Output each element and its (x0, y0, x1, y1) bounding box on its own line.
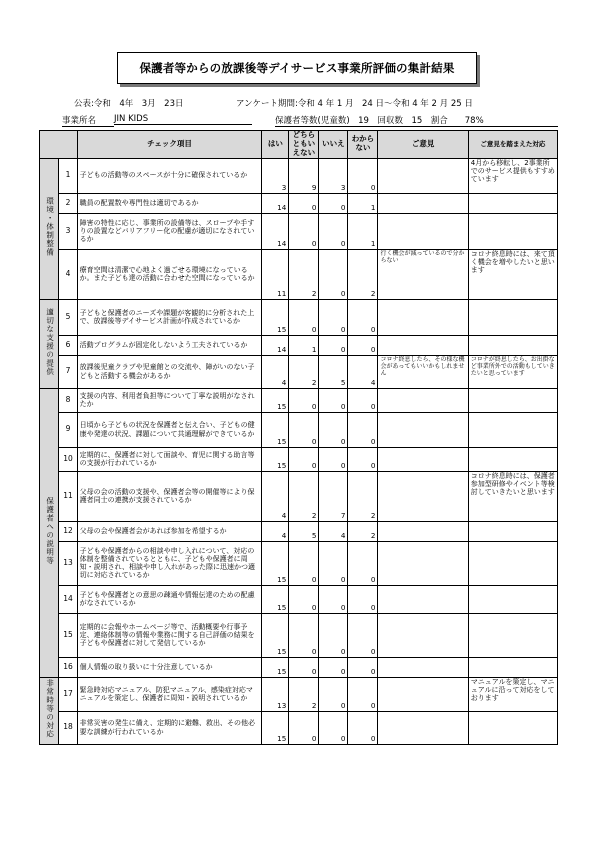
check-item-text: 支援の内容、利用者負担等について丁寧な説明がなされたか (77, 388, 262, 412)
row-number: 5 (59, 299, 77, 335)
check-item-text: 定期的に、保護者に対して面談や、育児に関する助言等の支援が行われているか (77, 447, 262, 471)
row-number: 14 (59, 585, 77, 613)
table-row (40, 521, 558, 541)
count-yes: 15 (262, 657, 289, 677)
count-no: 0 (319, 388, 348, 412)
count-unknown: 0 (348, 541, 378, 585)
row-number: 16 (59, 657, 77, 677)
opinion-text (378, 521, 468, 541)
opinion-text (378, 193, 468, 213)
response-text: コロナが終息したら、お出掛など事業所外での活動もしていきたいと思っています (468, 355, 557, 388)
count-yes: 15 (262, 299, 289, 335)
count-either: 9 (289, 158, 319, 193)
count-no: 0 (319, 585, 348, 613)
header-blank (40, 131, 78, 159)
check-item-text: 障害の特性に応じ、事業所の設備等は、スロープや手すりの設置などバリアフリー化の配慮が適切になされているか (77, 213, 262, 249)
count-no: 0 (319, 213, 348, 249)
count-no: 4 (319, 521, 348, 541)
table-row (40, 193, 558, 213)
evaluation-table (39, 130, 558, 745)
response-text (468, 335, 557, 355)
count-yes: 15 (262, 388, 289, 412)
count-yes: 14 (262, 193, 289, 213)
count-either: 0 (289, 299, 319, 335)
check-item-text: 緊急時対応マニュアル、防犯マニュアル、感染症対応マニュアルを策定し、保護者に周知・説明されているか (77, 677, 262, 711)
check-item-text: 個人情報の取り扱いに十分注意しているか (77, 657, 262, 677)
opinion-text (378, 585, 468, 613)
header-unknown: わからない (348, 131, 378, 159)
header-response: ご意見を踏まえた対応 (468, 131, 557, 159)
count-no: 0 (319, 299, 348, 335)
count-either: 0 (289, 613, 319, 657)
response-text (468, 388, 557, 412)
count-unknown: 0 (348, 388, 378, 412)
category-cell (40, 299, 59, 388)
table-row (40, 541, 558, 585)
count-either: 0 (289, 412, 319, 447)
table-row (40, 355, 558, 388)
table-row (40, 388, 558, 412)
count-yes: 15 (262, 447, 289, 471)
category-cell (40, 388, 59, 677)
count-no: 0 (319, 657, 348, 677)
count-either: 0 (289, 711, 319, 744)
check-item-text: 子どもと保護者のニーズや課題が客観的に分析された上で、放課後等デイサービス計画が作成されているか (77, 299, 262, 335)
count-either: 2 (289, 249, 319, 299)
count-unknown: 4 (348, 355, 378, 388)
count-no: 0 (319, 193, 348, 213)
table-row (40, 471, 558, 521)
row-number: 11 (59, 471, 77, 521)
count-unknown: 0 (348, 299, 378, 335)
count-either: 0 (289, 213, 319, 249)
count-yes: 3 (262, 158, 289, 193)
response-text (468, 412, 557, 447)
category-label: 適切な支援の提供 (45, 308, 55, 377)
count-unknown: 0 (348, 412, 378, 447)
survey-period: アンケート期間:令和 4 年 1 月 24 日～令和 4 年 2 月 25 日 (236, 99, 473, 109)
count-either: 0 (289, 585, 319, 613)
category-label: 環境・体制整備 (45, 197, 55, 257)
table-row (40, 158, 558, 193)
opinion-text (378, 412, 468, 447)
response-text: マニュアルを策定し、マニュアルに沿って対応をしております (468, 677, 557, 711)
count-no: 0 (319, 249, 348, 299)
response-text (468, 711, 557, 744)
response-text (468, 213, 557, 249)
count-either: 0 (289, 193, 319, 213)
response-text (468, 447, 557, 471)
row-number: 6 (59, 335, 77, 355)
table-row (40, 677, 558, 711)
check-item-text: 非常災害の発生に備え、定期的に避難、救出、その他必要な訓練が行われているか (77, 711, 262, 744)
row-number: 9 (59, 412, 77, 447)
check-item-text: 子どもや保護者からの相談や申し入れについて、対応の体制を整備されているとともに、子どもや保護者に周知・説明され、相談や申し入れがあった際に迅速かつ適切に対応されているか (77, 541, 262, 585)
opinion-text (378, 213, 468, 249)
opinion-text (378, 471, 468, 521)
count-either: 0 (289, 447, 319, 471)
count-no: 0 (319, 711, 348, 744)
category-cell (40, 158, 59, 299)
count-no: 0 (319, 613, 348, 657)
count-either: 2 (289, 677, 319, 711)
opinion-text (378, 299, 468, 335)
category-cell (40, 677, 59, 744)
category-label: 非常時等の対応 (45, 679, 55, 739)
header-check-item: チェック項目 (77, 131, 262, 159)
count-either: 2 (289, 355, 319, 388)
count-yes: 15 (262, 613, 289, 657)
header-row (40, 131, 558, 159)
table-row (40, 613, 558, 657)
opinion-text (378, 388, 468, 412)
header-either: どちらともいえない (289, 131, 319, 159)
count-yes: 4 (262, 355, 289, 388)
count-unknown: 1 (348, 213, 378, 249)
published-date: 公表:令和 4年 3月 23日 (74, 99, 184, 109)
count-yes: 4 (262, 521, 289, 541)
count-either: 0 (289, 388, 319, 412)
count-no: 0 (319, 412, 348, 447)
check-item-text: 父母の会や保護者会があれば参加を希望するか (77, 521, 262, 541)
opinion-text (378, 677, 468, 711)
row-number: 12 (59, 521, 77, 541)
count-yes: 13 (262, 677, 289, 711)
table-row (40, 447, 558, 471)
check-item-text: 定期的に会報やホームページ等で、活動概要や行事予定、連絡体制等の情報や業務に関する自己評価の結果を子どもや保護者に対して発信しているか (77, 613, 262, 657)
count-yes: 11 (262, 249, 289, 299)
row-number: 1 (59, 158, 77, 193)
count-unknown: 0 (348, 158, 378, 193)
table-row (40, 711, 558, 744)
check-item-text: 療育空間は清潔で心地よく過ごせる環境になっているか。また子ども達の活動に合わせた空間になっているか (77, 249, 262, 299)
response-text (468, 521, 557, 541)
table-row (40, 249, 558, 299)
row-number: 18 (59, 711, 77, 744)
check-item-text: 放課後児童クラブや児童館との交流や、障がいのない子どもと活動する機会があるか (77, 355, 262, 388)
row-number: 7 (59, 355, 77, 388)
opinion-text (378, 657, 468, 677)
count-unknown: 0 (348, 677, 378, 711)
header-yes: はい (262, 131, 289, 159)
check-item-text: 子どもの活動等のスペースが十分に確保されているか (77, 158, 262, 193)
check-item-text: 父母の会の活動の支援や、保護者会等の開催等により保護者同士の連携が支援されているか (77, 471, 262, 521)
row-number: 2 (59, 193, 77, 213)
office-name: JIN KIDS (114, 114, 252, 125)
table-row (40, 335, 558, 355)
row-number: 4 (59, 249, 77, 299)
check-item-text: 職員の配置数や専門性は適切であるか (77, 193, 262, 213)
count-unknown: 1 (348, 193, 378, 213)
row-number: 10 (59, 447, 77, 471)
count-either: 0 (289, 541, 319, 585)
check-item-text: 日頃から子どもの状況を保護者と伝え合い、子どもの健康や発達の状況、課題について共通理解ができているか (77, 412, 262, 447)
row-number: 17 (59, 677, 77, 711)
count-no: 0 (319, 677, 348, 711)
opinion-text: 行く機会が減っているので分からない (378, 249, 468, 299)
guardian-stats: 保護者等数(児童数) 19 回収数 15 割合 78% (275, 114, 558, 127)
count-no: 7 (319, 471, 348, 521)
row-number: 8 (59, 388, 77, 412)
row-number: 3 (59, 213, 77, 249)
count-unknown: 0 (348, 711, 378, 744)
count-unknown: 0 (348, 335, 378, 355)
office-label: 事業所名 (62, 114, 114, 127)
count-unknown: 2 (348, 471, 378, 521)
count-either: 5 (289, 521, 319, 541)
document-title: 保護者等からの放課後等デイサービス事業所評価の集計結果 (117, 52, 477, 84)
response-text (468, 613, 557, 657)
count-no: 0 (319, 541, 348, 585)
count-unknown: 0 (348, 657, 378, 677)
count-no: 0 (319, 447, 348, 471)
table-row (40, 585, 558, 613)
table-row (40, 213, 558, 249)
response-text: コロナ終息時には、保護者参加型研修やイベント等検討していきたいと思います (468, 471, 557, 521)
row-number: 15 (59, 613, 77, 657)
count-no: 5 (319, 355, 348, 388)
count-unknown: 0 (348, 447, 378, 471)
count-unknown: 2 (348, 521, 378, 541)
count-yes: 4 (262, 471, 289, 521)
table-row (40, 299, 558, 335)
response-text (468, 585, 557, 613)
table-row (40, 412, 558, 447)
count-yes: 15 (262, 541, 289, 585)
count-either: 0 (289, 657, 319, 677)
opinion-text (378, 613, 468, 657)
response-text (468, 657, 557, 677)
count-yes: 15 (262, 711, 289, 744)
count-yes: 15 (262, 585, 289, 613)
response-text (468, 193, 557, 213)
category-label: 保護者への説明等 (45, 497, 55, 566)
count-no: 0 (319, 335, 348, 355)
opinion-text (378, 158, 468, 193)
count-either: 2 (289, 471, 319, 521)
table-row (40, 657, 558, 677)
opinion-text: コロナ終息したら、その様な機会があってもいいかもしれません (378, 355, 468, 388)
opinion-text (378, 711, 468, 744)
header-opinion: ご意見 (378, 131, 468, 159)
header-no: いいえ (319, 131, 348, 159)
check-item-text: 子どもや保護者との意思の疎通や情報伝達のための配慮がなされているか (77, 585, 262, 613)
count-no: 3 (319, 158, 348, 193)
opinion-text (378, 335, 468, 355)
row-number: 13 (59, 541, 77, 585)
count-yes: 14 (262, 213, 289, 249)
count-unknown: 2 (348, 249, 378, 299)
opinion-text (378, 541, 468, 585)
count-yes: 14 (262, 335, 289, 355)
count-unknown: 0 (348, 613, 378, 657)
check-item-text: 活動プログラムが固定化しないよう工夫されているか (77, 335, 262, 355)
response-text: 4月から移転し、2事業所でのサービス提供もすすめています (468, 158, 557, 193)
response-text: コロナ終息時には、来て頂く機会を増やしたいと思います (468, 249, 557, 299)
response-text (468, 299, 557, 335)
opinion-text (378, 447, 468, 471)
count-unknown: 0 (348, 585, 378, 613)
response-text (468, 541, 557, 585)
count-yes: 15 (262, 412, 289, 447)
count-either: 1 (289, 335, 319, 355)
